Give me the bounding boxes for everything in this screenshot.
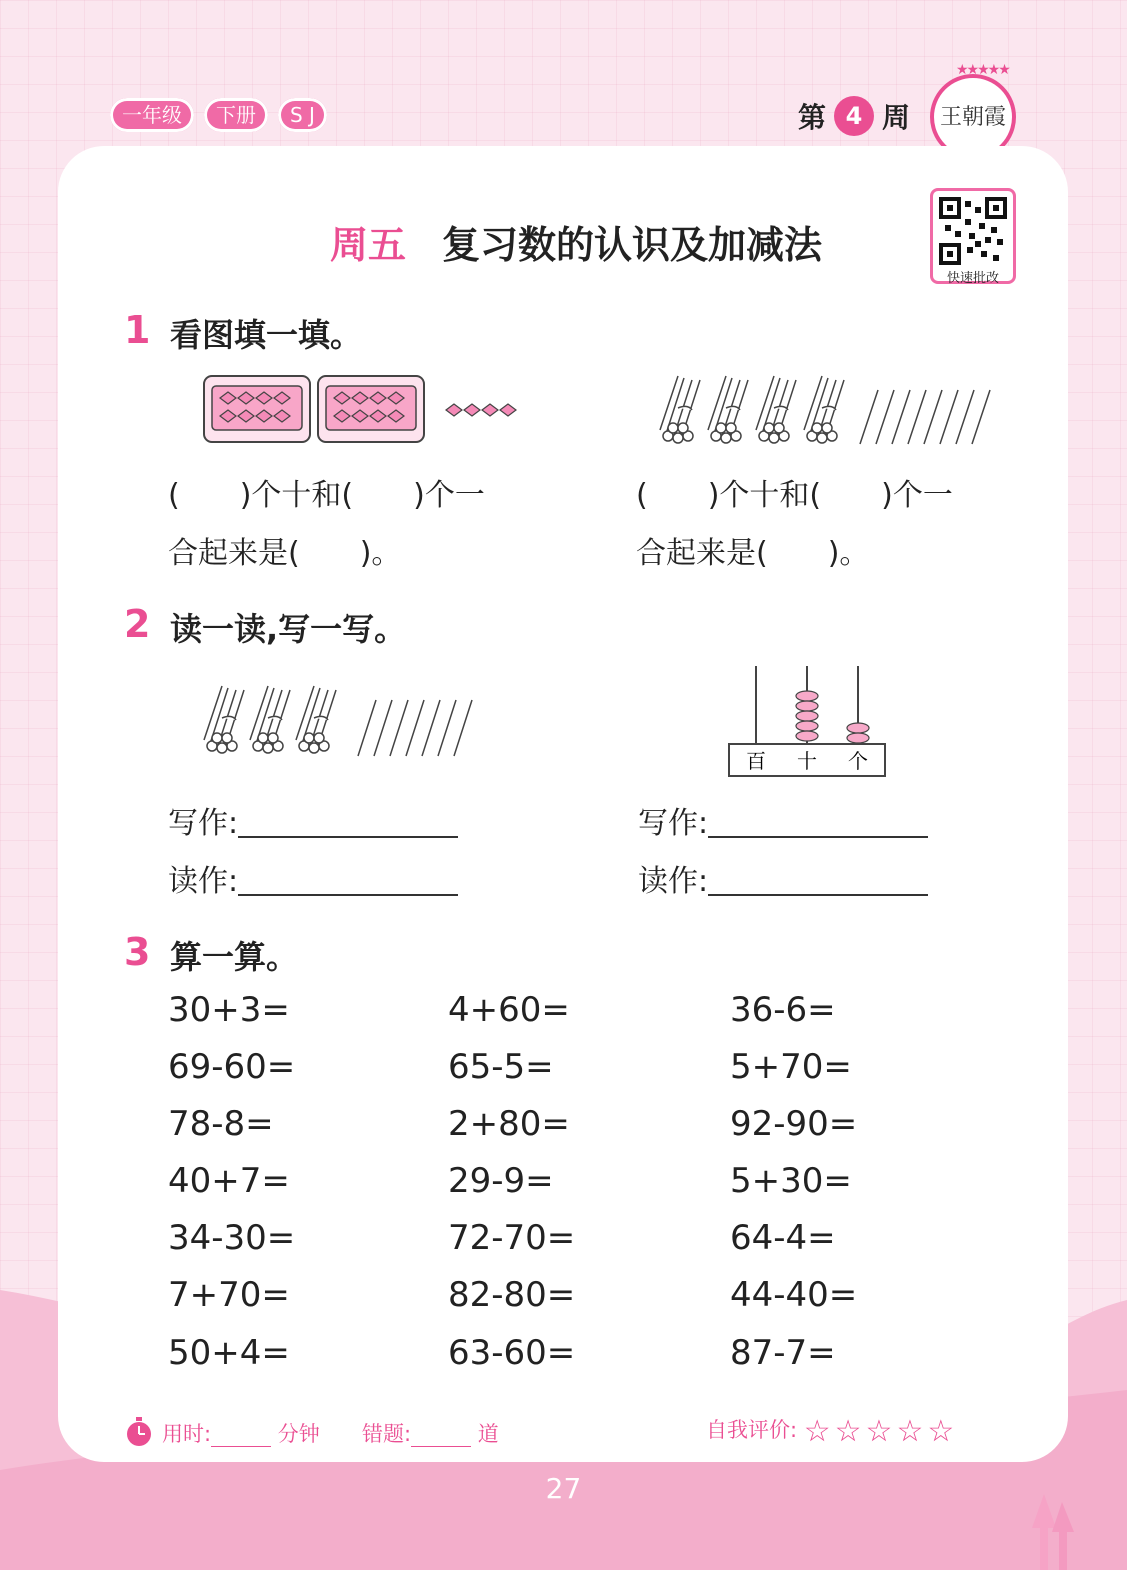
write-label: 写作: (168, 806, 239, 841)
read-label: 读作: (638, 864, 709, 899)
title-topic: 复习数的认识及加减法 (442, 223, 823, 267)
calc-item: 78-8= (168, 1104, 274, 1144)
calc-item: 2+80= (448, 1104, 570, 1144)
grade-tag: 一年级 (110, 98, 194, 132)
week-suffix: 周 (882, 101, 911, 134)
bundle-of-ten-icon (804, 376, 844, 443)
single-sticks-icon (358, 700, 472, 756)
bundle-of-ten-icon (296, 686, 336, 753)
self-eval-label: 自我评价: (706, 1418, 798, 1442)
calc-item: 4+60= (448, 990, 570, 1030)
errors-blank[interactable] (411, 1422, 471, 1447)
calc-item: 87-7= (730, 1333, 836, 1373)
trays-of-ten-picture (200, 372, 530, 446)
decorative-arrows-icon (1030, 1488, 1080, 1570)
calc-item: 40+7= (168, 1161, 290, 1201)
write-label: 写作: (638, 806, 709, 841)
write-answer-blank[interactable] (238, 812, 458, 838)
qr-code-icon (939, 197, 1007, 265)
q1-left-line-2: 合起来是( )。 (168, 536, 402, 571)
qr-code-box[interactable] (930, 188, 1016, 284)
time-blank[interactable] (211, 1422, 271, 1447)
stopwatch-icon (124, 1416, 154, 1448)
week-number: 4 (834, 96, 874, 136)
tray-of-ten-icon (204, 376, 310, 442)
error-count-field (362, 1418, 499, 1448)
calc-item: 5+30= (730, 1161, 852, 1201)
question-3-text: 算一算。 (170, 938, 299, 976)
tens-beads-icon (796, 691, 818, 741)
tray-of-ten-icon (318, 376, 424, 442)
q1-left-line-1: ( )个十和( )个一 (168, 478, 485, 513)
bundle-of-ten-icon (250, 686, 290, 753)
self-evaluation (706, 1414, 958, 1449)
rating-stars[interactable]: ☆☆☆☆☆ (803, 1414, 959, 1449)
read-answer-blank[interactable] (708, 870, 928, 896)
calc-item: 36-6= (730, 990, 836, 1030)
question-1-text: 看图填一填。 (170, 316, 363, 354)
question-3-number: 3 (124, 930, 151, 974)
q2-left-read (168, 856, 458, 900)
calc-item: 92-90= (730, 1104, 858, 1144)
week-prefix: 第 (798, 101, 827, 134)
calc-item: 50+4= (168, 1333, 290, 1373)
calc-item: 34-30= (168, 1218, 296, 1258)
calc-item: 72-70= (448, 1218, 576, 1258)
single-sticks-icon (860, 390, 990, 444)
bundle-of-ten-icon (660, 376, 700, 443)
q2-left-write (168, 798, 458, 842)
read-label: 读作: (168, 864, 239, 899)
brand-name: 王朝霞 (939, 105, 1006, 130)
abacus-picture (728, 664, 888, 778)
abacus-label-ones: 个 (848, 749, 868, 773)
time-label: 用时: (162, 1422, 212, 1446)
question-2-text: 读一读,写一写。 (170, 610, 407, 648)
stick-bundles-picture-1 (656, 370, 996, 452)
calc-item: 5+70= (730, 1047, 852, 1087)
read-answer-blank[interactable] (238, 870, 458, 896)
calc-item: 65-5= (448, 1047, 554, 1087)
bundle-of-ten-icon (708, 376, 748, 443)
calc-item: 29-9= (448, 1161, 554, 1201)
errors-label: 错题: (362, 1422, 412, 1446)
calc-item: 63-60= (448, 1333, 576, 1373)
time-used-field (162, 1418, 320, 1448)
abacus-label-tens: 十 (797, 749, 817, 773)
volume-tag: 下册 (204, 98, 268, 132)
qr-caption: 快速批改 (946, 271, 999, 286)
title-day: 周五 (330, 223, 407, 267)
crown-stars-icon: ★★★★★ (956, 62, 1009, 78)
q2-right-read (638, 856, 928, 900)
calc-item: 64-4= (730, 1218, 836, 1258)
q2-right-write (638, 798, 928, 842)
week-indicator (798, 96, 910, 136)
q1-right-line-2: 合起来是( )。 (636, 536, 870, 571)
question-2-number: 2 (124, 602, 151, 646)
grade-tags (110, 98, 327, 132)
bundle-of-ten-icon (204, 686, 244, 753)
calc-item: 44-40= (730, 1275, 858, 1315)
time-unit: 分钟 (277, 1422, 320, 1446)
abacus-label-hundreds: 百 (746, 749, 766, 773)
ones-beads-icon (847, 723, 869, 743)
bundle-of-ten-icon (756, 376, 796, 443)
question-1-number: 1 (124, 308, 151, 352)
calc-item: 7+70= (168, 1275, 290, 1315)
calc-item: 69-60= (168, 1047, 296, 1087)
stick-bundles-picture-2 (200, 680, 480, 760)
q1-right-line-1: ( )个十和( )个一 (636, 478, 953, 513)
page-number: 27 (545, 1472, 582, 1505)
calc-item: 30+3= (168, 990, 290, 1030)
edition-tag: S J (278, 98, 327, 132)
page-title (330, 214, 822, 269)
errors-unit: 道 (477, 1422, 499, 1446)
calc-item: 82-80= (448, 1275, 576, 1315)
write-answer-blank[interactable] (708, 812, 928, 838)
